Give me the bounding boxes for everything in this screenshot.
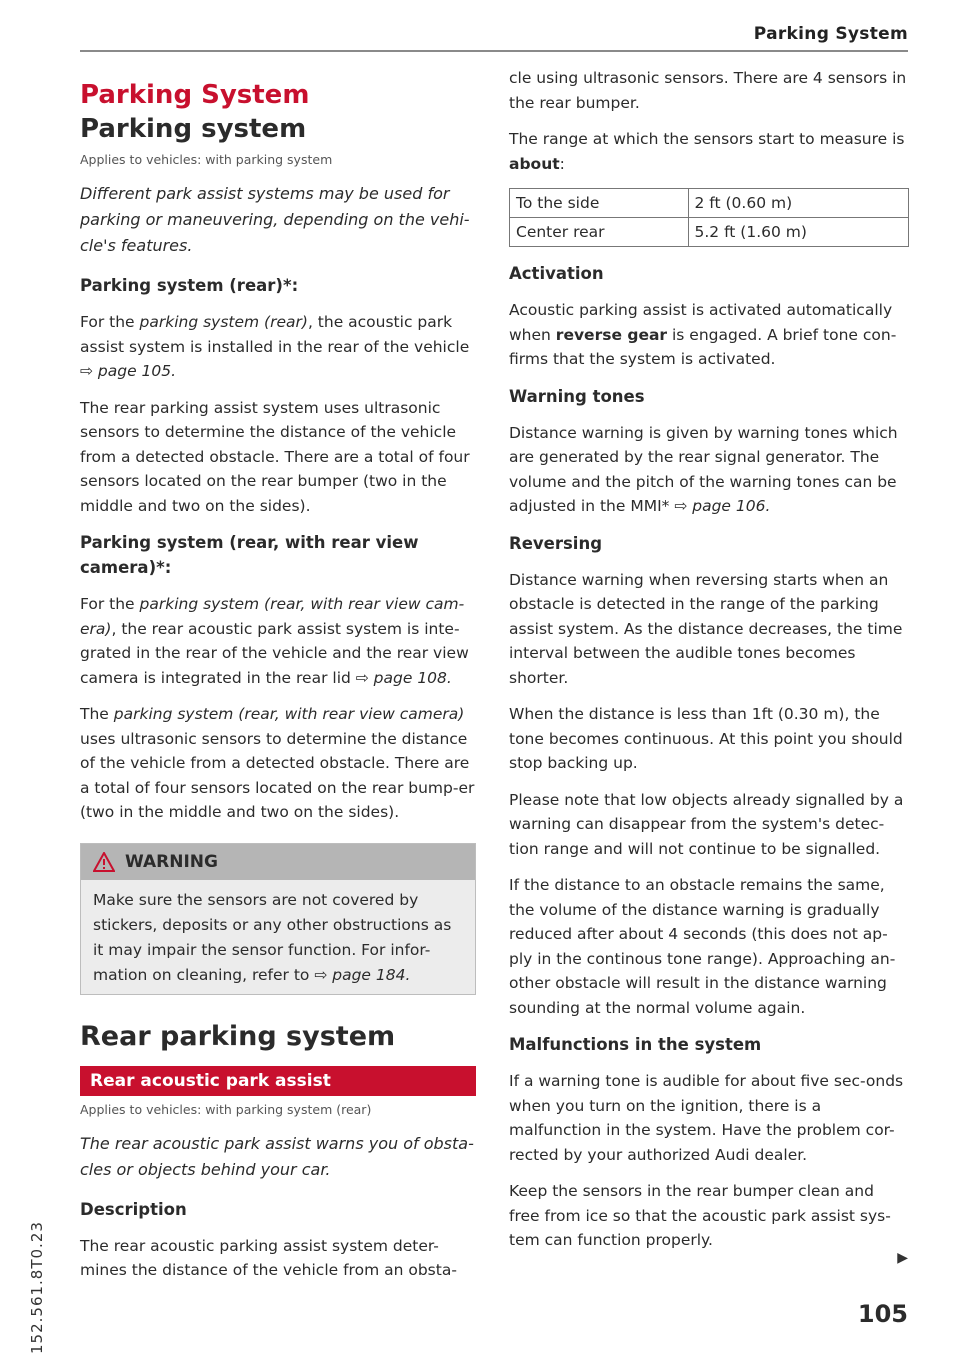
- text: The range at which the sensors start to measure is: [509, 130, 905, 148]
- subheading-warning-tones: Warning tones: [509, 386, 645, 406]
- page-ref-link[interactable]: ⇨ page 184.: [314, 965, 411, 984]
- paragraph-activation: [509, 298, 909, 372]
- text: For the: [80, 313, 140, 331]
- paragraph-reversing-3: Please note that low objects already signalled by a warning can disappear from the system's detec-tion range and will not continue to be signalled.: [509, 790, 904, 858]
- page-ref-link[interactable]: ⇨ page 106.: [674, 497, 771, 515]
- subheading-description: Description: [80, 1199, 187, 1219]
- intro-text: Different park assist systems may be used for parking or maneuvering, depending on the vehi-cle's features.: [80, 184, 470, 255]
- text-italic: parking system (rear, with rear view camera): [113, 705, 465, 723]
- text: , the rear acoustic park assist system is inte-grated in the rear of the vehicle and the rear view camera is integrated in the rear lid: [80, 619, 469, 687]
- subheading-malfunctions: Malfunctions in the system: [509, 1035, 762, 1054]
- table-row: [510, 189, 909, 218]
- applies-note: Applies to vehicles: with parking system: [80, 152, 333, 167]
- table-cell-label: Center rear: [510, 218, 689, 247]
- text: , the acoustic park assist system is installed in the rear of the vehicle: [80, 313, 470, 356]
- section-heading-rear-parking: Rear parking system: [80, 1020, 396, 1052]
- text: Distance warning is given by warning tones which are generated by the rear signal generator. The volume and the pitch of the warning tones can be adjusted in the MMI*: [509, 423, 898, 515]
- table-cell-value: 2 ft (0.60 m): [688, 189, 908, 218]
- page-ref-link[interactable]: ⇨ page 108.: [355, 668, 452, 687]
- page-number: 105: [857, 1300, 908, 1328]
- warning-header: [81, 844, 475, 880]
- text: For the: [80, 595, 140, 613]
- table-cell-label: To the side: [510, 189, 689, 218]
- text-italic: parking system (rear, with rear view cam-era): [80, 595, 465, 638]
- paragraph-reversing-2: When the distance is less than 1ft (0.30 m), the tone becomes continuous. At this point you should stop backing up.: [509, 705, 903, 772]
- paragraph-reversing-1: Distance warning when reversing starts when an obstacle is detected in the range of the parking assist system. As the distance decreases, the time interval between the audible tones becomes shorter.: [509, 570, 903, 687]
- side-code: [22, 1080, 52, 1360]
- section-title: Parking System: [80, 80, 310, 110]
- paragraph-rear-sensors: The rear parking assist system uses ultrasonic sensors to determine the distance of the vehicle from a detected obstacle. There are a total of four sensors located on the rear bumper (two in the middle and two on the sides).: [80, 398, 470, 515]
- right-column: [509, 66, 909, 1265]
- paragraph-rear: [80, 310, 476, 384]
- paragraph-sensors: cle using ultrasonic sensors. There are 4 sensors in the rear bumper.: [509, 69, 907, 112]
- chapter-title: Parking system: [80, 114, 307, 144]
- range-table: [509, 188, 909, 247]
- paragraph-malfunctions-1: If a warning tone is audible for about five sec-onds when you turn on the ignition, there is a malfunction in the system. Have the problem cor-rected by your authorized Audi dealer.: [509, 1072, 904, 1164]
- warning-title: WARNING: [125, 851, 218, 872]
- running-header: Parking System: [753, 24, 908, 44]
- text: :: [559, 154, 565, 173]
- warning-body: [81, 880, 475, 994]
- text: The: [80, 705, 114, 723]
- paragraph-range: [509, 127, 909, 176]
- paragraph-description: The rear acoustic parking assist system deter-mines the distance of the vehicle from an obsta-: [80, 1236, 457, 1279]
- paragraph-reversing-4: If the distance to an obstacle remains the same, the volume of the distance warning is gradually reduced after about 4 seconds (this does not ap-ply in the continous tone range). Approaching an-other obstacle will result in the distance warning sounding at the normal volume again.: [509, 876, 896, 1017]
- warning-box: [80, 843, 476, 995]
- text: Acoustic parking assist is activated automatically when: [509, 301, 893, 344]
- subheading-rear-camera: Parking system (rear, with rear view camera)*:: [80, 533, 419, 577]
- header-rule: [80, 50, 908, 52]
- paragraph-rear-camera: [80, 592, 476, 690]
- side-code-text: 152.561.8T0.23: [28, 1221, 46, 1354]
- paragraph-rear-camera-sensors: [80, 702, 476, 825]
- table-cell-value: 5.2 ft (1.60 m): [688, 218, 908, 247]
- intro-text: The rear acoustic park assist warns you of obsta-cles or objects behind your car.: [80, 1133, 474, 1179]
- text-bold: about: [509, 154, 560, 173]
- subheading-rear: Parking system (rear)*:: [80, 276, 299, 295]
- table-row: [510, 218, 909, 247]
- page-ref-link[interactable]: ⇨ page 105.: [80, 362, 177, 380]
- left-column: [80, 66, 476, 1295]
- text: Make sure the sensors are not covered by stickers, deposits or any other obstructions as it may impair the sensor function. For infor-mation on cleaning, refer to: [93, 890, 452, 984]
- text: is engaged. A brief tone con-firms that the system is activated.: [509, 325, 897, 368]
- topic-bar: Rear acoustic park assist: [80, 1066, 476, 1096]
- continue-arrow-icon: ▶: [897, 1250, 908, 1266]
- text-italic: parking system (rear): [139, 313, 308, 331]
- text: uses ultrasonic sensors to determine the distance of the vehicle from a detected obstacle. There are a total of four sensors located on the rear bump-er (two in the middle and two on the sides).: [80, 729, 475, 821]
- paragraph-warning-tones: [509, 421, 909, 519]
- subheading-reversing: Reversing: [509, 533, 603, 553]
- warning-triangle-icon: [93, 852, 115, 872]
- text-bold: reverse gear: [555, 325, 668, 344]
- paragraph-malfunctions-2: Keep the sensors in the rear bumper clean and free from ice so that the acoustic park assist sys-tem can function properly.: [509, 1182, 891, 1249]
- applies-note: Applies to vehicles: with parking system (rear): [80, 1101, 372, 1117]
- subheading-activation: Activation: [509, 264, 604, 283]
